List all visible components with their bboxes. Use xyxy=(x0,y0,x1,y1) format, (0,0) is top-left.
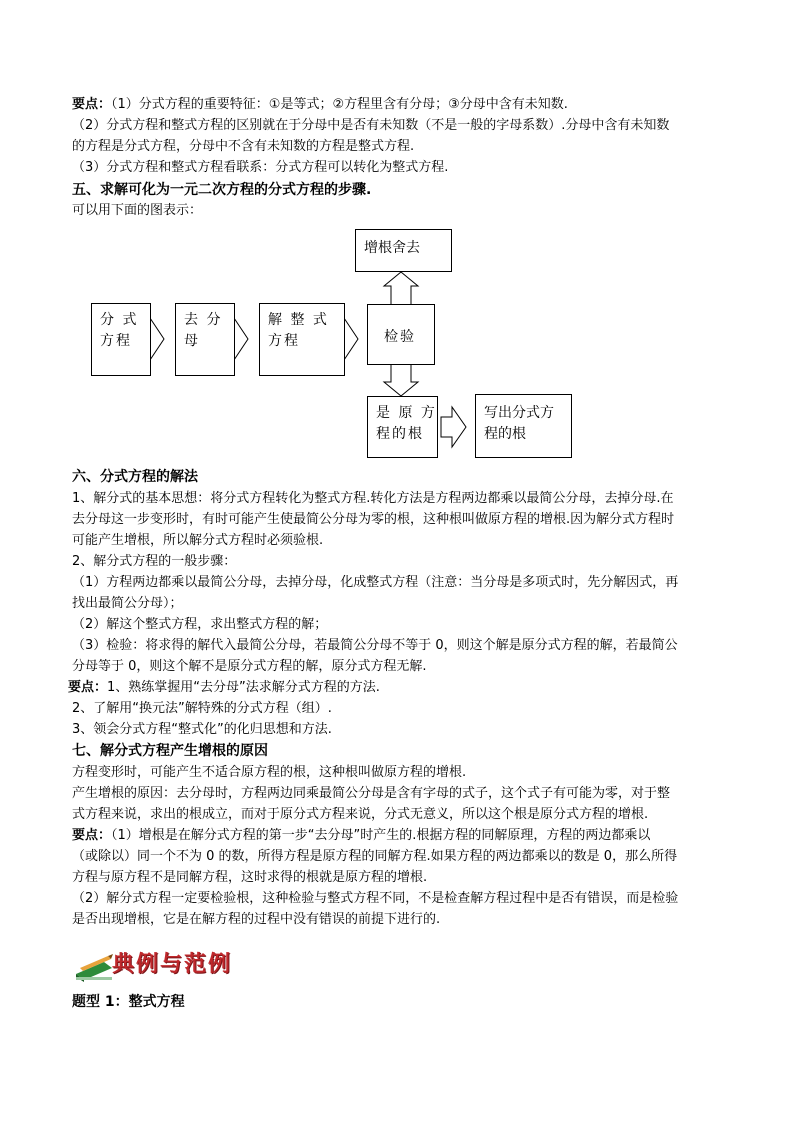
text-line: 方程与原方程不是同解方程，这时求得的根就是原方程的增根. xyxy=(72,870,428,885)
flow-box-fractional-equation xyxy=(91,303,151,376)
keypoint-line-2 xyxy=(68,678,380,698)
box-line: 解 整 式 xyxy=(268,312,329,328)
section-heading-6: 六、分式方程的解法 xyxy=(72,469,198,485)
box-line: 是 原 方 xyxy=(376,405,437,421)
box-line: 写出分式方 xyxy=(484,405,554,421)
flow-box-clear-denominator xyxy=(175,303,235,376)
keypoint-text: （1）分式方程的重要特征：①是等式；②方程里含有分母；③分母中含有未知数. xyxy=(111,97,568,112)
text-line: 式方程来说，求出的根成立，而对于原分式方程来说，分式无意义，所以这个根是原分式方程的增根. xyxy=(72,807,649,822)
text-line: 2、了解用“换元法”解特殊的分式方程（组）. xyxy=(72,701,332,716)
keypoint-label: 要点： xyxy=(68,680,108,695)
text-line: 分母等于 0，则这个解不是原分式方程的解，原分式方程无解. xyxy=(72,659,427,674)
keypoint-line-3 xyxy=(72,826,650,846)
box-line: 增根舍去 xyxy=(364,240,420,256)
arrow-down xyxy=(384,364,418,396)
text-line: （2）解分式方程一定要检验根，这种检验与整式方程不同，不是检查解方程过程中是否有错误，而是检验 xyxy=(72,891,679,906)
box-line: 母 xyxy=(184,333,200,349)
text-line: 可能产生增根，所以解分式方程时必须验根. xyxy=(72,533,324,548)
box-line: 分 式 xyxy=(100,312,139,328)
box-line: 方程 xyxy=(268,333,300,349)
text-line: （3）分式方程和整式方程看联系：分式方程可以转化为整式方程. xyxy=(72,160,449,175)
keypoint-label: 要点： xyxy=(72,828,112,843)
box-line: 程的根 xyxy=(376,426,424,442)
text-line: （1）方程两边都乘以最简公分母，去掉分母，化成整式方程（注意：当分母是多项式时，先分解因式，再 xyxy=(72,575,679,590)
text-line: 去分母这一步变形时，有时可能产生使最简公分母为零的根，这种根叫做原方程的增根.因为解分式方程时 xyxy=(72,512,675,527)
flow-box-discard-extraneous-root xyxy=(355,229,452,272)
flow-box-check xyxy=(367,304,435,365)
keypoint-label: 要点： xyxy=(72,97,112,112)
section-heading-7: 七、解分式方程产生增根的原因 xyxy=(72,743,268,759)
section-heading-5: 五、求解可化为一元二次方程的分式方程的步骤. xyxy=(72,182,372,198)
text-line: （或除以）同一个不为 0 的数，所得方程是原方程的同解方程.如果方程的两边都乘以的数是 0，那么所得 xyxy=(72,849,678,864)
keypoint-text: （1）增根是在解分式方程的第一步“去分母”时产生的.根据方程的同解原理，方程的两边都乘以 xyxy=(111,828,651,843)
text-line: 方程变形时，可能产生不适合原方程的根，这种根叫做原方程的增根. xyxy=(72,765,467,780)
text-line: 可以用下面的图表示： xyxy=(72,203,203,218)
flow-box-write-root xyxy=(475,394,572,458)
example-banner xyxy=(74,950,258,982)
arrow-up xyxy=(384,272,418,305)
box-line: 检验 xyxy=(384,329,416,345)
text-line: 的方程是分式方程，分母中不含有未知数的方程是整式方程. xyxy=(72,139,415,154)
flow-box-solve-polynomial xyxy=(259,303,345,376)
flow-box-is-root xyxy=(367,396,438,458)
text-line: 产生增根的原因：去分母时，方程两边同乘最简公分母是含有字母的式子，这个式子有可能为零，对于整 xyxy=(72,786,671,801)
box-line: 方程 xyxy=(100,333,132,349)
box-line: 去 分 xyxy=(184,312,223,328)
question-type-1: 题型 1：整式方程 xyxy=(72,994,185,1010)
pencil-book-icon xyxy=(74,950,114,982)
text-line: 2、解分式方程的一般步骤： xyxy=(72,554,237,569)
arrow-right-4 xyxy=(441,407,466,447)
banner-title: 典例与范例 xyxy=(112,952,233,977)
text-line: 3、领会分式方程“整式化”的化归思想和方法. xyxy=(72,722,332,737)
text-line: （2）分式方程和整式方程的区别就在于分母中是否有未知数（不是一般的字母系数）.分母中含有未知数 xyxy=(72,118,670,133)
text-line: 是否出现增根，它是在解方程的过程中没有错误的前提下进行的. xyxy=(72,912,441,927)
text-line: （2）解这个整式方程，求出整式方程的解； xyxy=(72,617,328,632)
box-line: 程的根 xyxy=(484,426,526,442)
text-line: 1、解分式的基本思想：将分式方程转化为整式方程.转化方法是方程两边都乘以最简公分母，去掉分母.在 xyxy=(72,491,674,506)
keypoint-text: 1、熟练掌握用“去分母”法求解分式方程的方法. xyxy=(107,680,380,695)
text-line: （3）检验：将求得的解代入最简公分母，若最简公分母不等于 0，则这个解是原分式方程的解，若最简公 xyxy=(72,638,678,653)
text-line: 找出最简公分母）； xyxy=(72,596,183,611)
